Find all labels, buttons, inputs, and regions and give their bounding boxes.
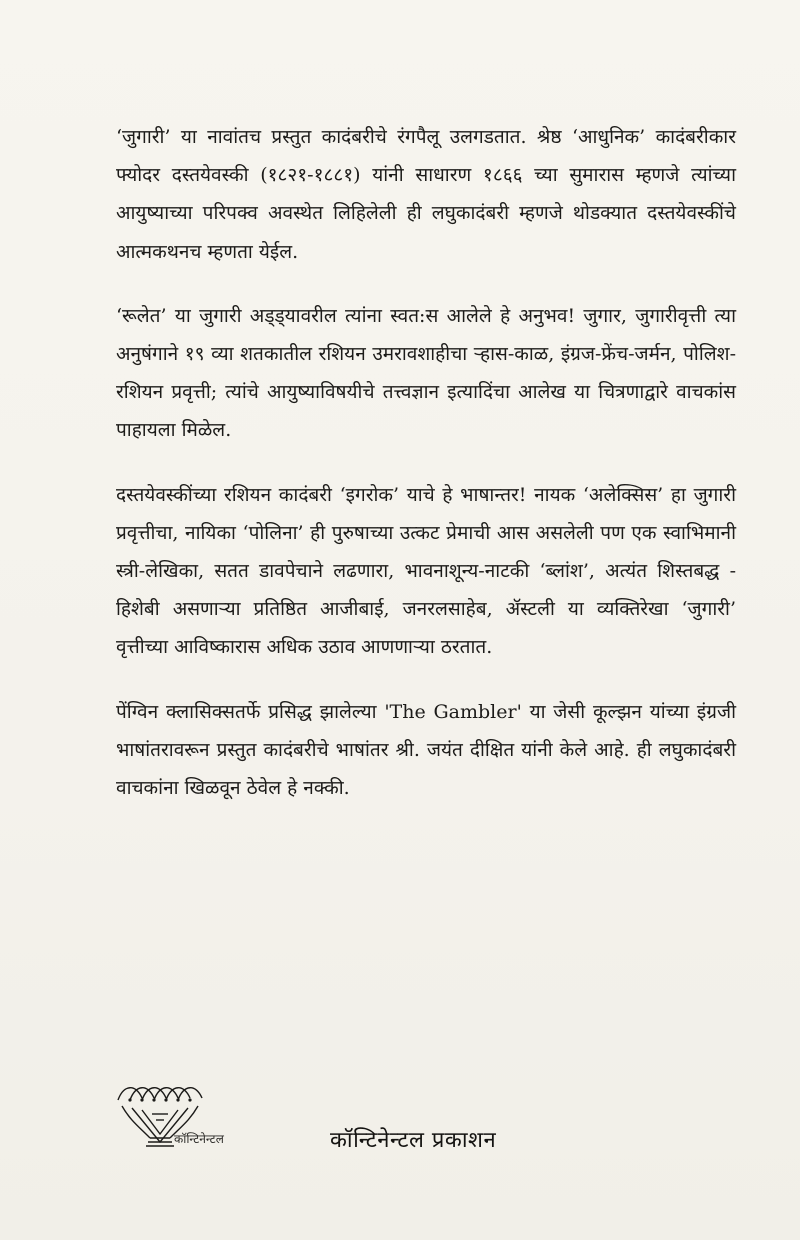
blurb-paragraph-1: ‘जुगारी’ या नावांतच प्रस्तुत कादंबरीचे रंगपैलू उलगडतात. श्रेष्ठ ‘आधुनिक’ कादंबरीकार फ्योदर दस्तयेवस्की (१८२१-१८८१) यांनी साधारण १८६६ च्या सुमारास म्हणजे त्यांच्या आयुष्याच्या परिपक्व अवस्थेत लिहिलेली ही लघुकादंबरी म्हणजे थोडक्यात दस्तयेवस्कींचे आत्मकथनच म्हणता येईल. <box>116 126 736 263</box>
blurb-paragraph-4: पेंग्विन क्लासिक्सतर्फे प्रसिद्ध झालेल्या 'The Gambler' या जेसी कूल्झन यांच्या इंग्रजी भाषांतरावरून प्रस्तुत कादंबरीचे भाषांतर श्री. जयंत दीक्षित यांनी केले आहे. ही लघुकादंबरी वाचकांना खिळवून ठेवेल हे नक्की. <box>116 700 736 800</box>
publisher-name: कॉन्टिनेन्टल प्रकाशन <box>330 1128 497 1153</box>
logo-caption: कॉन्टिनेन्टल <box>174 1132 224 1146</box>
blurb <box>116 118 736 833</box>
blurb-paragraph-2: ‘रूलेत’ या जुगारी अड्ड्यावरील त्यांना स्वत:स आलेले हे अनुभव! जुगार, जुगारीवृत्ती त्या अनुषंगाने १९ व्या शतकातील रशियन उमरावशाहीचा ऱ्हास-काळ, इंग्रज-फ्रेंच-जर्मन, पोलिश-रशियन प्रवृत्ती; त्यांचे आयुष्याविषयीचे तत्त्वज्ञान इत्यादिंचा आलेख या चित्रणाद्वारे वाचकांस पाहायला मिळेल. <box>116 304 736 442</box>
blurb-paragraph-3: दस्तयेवस्कींच्या रशियन कादंबरी ‘इगरोक’ याचे हे भाषान्तर! नायक ‘अलेक्सिस’ हा जुगारी प्रवृत्तीचा, नायिका ‘पोलिना’ ही पुरुषाच्या उत्कट प्रेमाची आस असलेली पण एक स्वाभिमानी स्त्री-लेखिका, सतत डावपेचाने लढणारा, भावनाशून्य-नाटकी ‘ब्लांश’, अत्यंत शिस्तबद्ध - हिशेबी असणाऱ्या प्रतिष्ठित आजीबाई, जनरलसाहेब, ॲस्टली या व्यक्तिरेखा ‘जुगारी’ वृत्तीच्या आविष्कारास अधिक उठाव आणणाऱ्या ठरतात. <box>116 483 736 659</box>
